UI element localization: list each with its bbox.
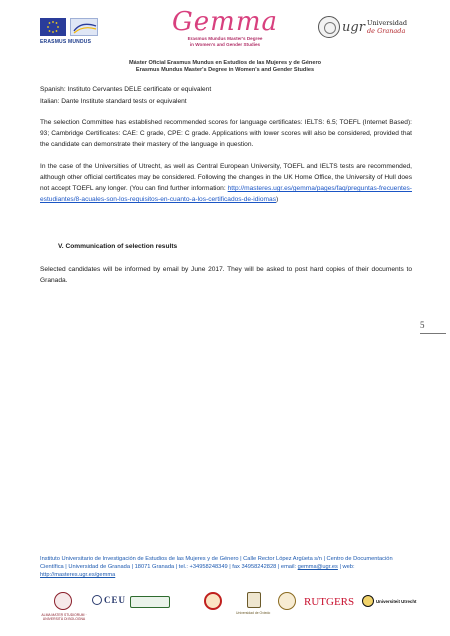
master-title-es: Máster Oficial Erasmus Mundus en Estudios de las Mujeres y de Género (128, 60, 322, 66)
erasmus-mundus-emblem-icon (70, 18, 98, 36)
university-crest-icon (130, 596, 170, 608)
line-spanish: Spanish: Instituto Cervantes DELE certificate or equivalent (40, 86, 212, 93)
ugr-name (367, 20, 419, 35)
paragraph-recommended-scores: The selection Committee has established recommended scores for language certificates: IELTS: 6.5; TOEFL (Internet Based): 93; Cambridge Certificates: CAE: C grade, CPE: C grade. Applications with lower scores will also be considered, provided that the candidate can demonstrate their mastery of the language in question. (40, 119, 412, 148)
erasmus-mundus-logo (40, 18, 98, 45)
partner-logo-oviedo (236, 592, 272, 632)
gemma-wordmark: Gemma (172, 7, 278, 37)
footer-address-text: Instituto Universitario de Investigación de Estudios de las Mujeres y de Género | Calle Rector López Argüeta s/n | Centro de Documentación Científica | Universidad de Granada | 18071 Granada | tel.: +34958248349 | fax 34958242828 | email: (40, 556, 393, 571)
partner-logo-6 (278, 592, 300, 632)
paragraph-utrecht-text: In the case of the Universities of Utrecht, as well as Central European University, TOEFL and IELTS tests are recommended, although other official certificates may be considered. Following the changes in the UK Home Office, the University of Hull does not accept TOEFL any longer. (You can find further information: (40, 163, 412, 192)
ugr-mark: ugr (342, 20, 365, 35)
footer-address (40, 555, 412, 580)
erasmus-mundus-caption: ERASMUS MUNDUS (40, 39, 92, 45)
partner-logos (40, 592, 417, 632)
line-italian: Italian: Dante Institute standard tests or equivalent (40, 98, 187, 105)
page-number: 5 (420, 320, 425, 330)
section-heading-communication: V. Communication of selection results (58, 243, 178, 250)
paragraph-utrecht-hull (40, 161, 412, 205)
faq-link[interactable]: http://masteres.ugr.es/gemma/pages/faq/preguntas-frecuentes-estudiantes/8-acuales-son-los-requisitos-en-cuanto-a-los-certificados-de-idiomas (40, 185, 412, 203)
paragraph-selected-candidates: Selected candidates will be informed by email by June 2017. They will be asked to post hard copies of their documents to Granada. (40, 266, 412, 284)
university-seal-icon (204, 592, 222, 610)
ugr-seal-icon (318, 16, 340, 38)
gemma-logo (155, 8, 295, 54)
partner-logo-ceu (92, 592, 126, 632)
paragraph-utrecht-end: ) (276, 196, 279, 203)
partner-label-oviedo: Universidad de Oviedo (236, 611, 271, 615)
master-title-en: Erasmus Mundus Master's Degree in Women's and Gender Studies (135, 67, 315, 73)
university-crest-icon (247, 592, 261, 608)
gemma-subtitle-2: in Women's and Gender Studies (189, 41, 261, 47)
partner-label-bologna: ALMA MATER STUDIORUM · UNIVERSITÀ DI BOLOGNA (41, 613, 87, 621)
eu-flag-icon (40, 18, 66, 36)
gemma-subtitle-1: Erasmus Mundus Master's Degree (187, 36, 263, 41)
partner-label-rutgers: RUTGERS (304, 596, 355, 608)
ugr-name-line-2: de Granada (367, 26, 406, 35)
footer-web-label: | web: (337, 564, 355, 571)
master-title (40, 60, 410, 74)
partner-label-utrecht: Universiteit Utrecht (376, 599, 417, 604)
ugr-logo (318, 16, 418, 48)
ugr-name-line-1: Universidad (367, 19, 407, 27)
partner-label-ceu: CEU (104, 595, 127, 605)
partner-logo-3 (130, 592, 172, 632)
university-seal-icon (278, 592, 296, 610)
ceu-logo-icon (92, 595, 102, 605)
footer-web-link[interactable]: http://masteres.ugr.es/gemma (40, 572, 116, 579)
partner-logo-bologna (40, 592, 88, 632)
page-number-rule (420, 333, 446, 334)
footer-email-link[interactable]: gemma@ugr.es (297, 564, 338, 571)
partner-logo-utrecht (362, 592, 417, 632)
university-seal-icon (362, 595, 374, 607)
partner-logo-rutgers (304, 592, 360, 632)
university-seal-icon (54, 592, 72, 610)
partner-logo-4 (204, 592, 224, 632)
